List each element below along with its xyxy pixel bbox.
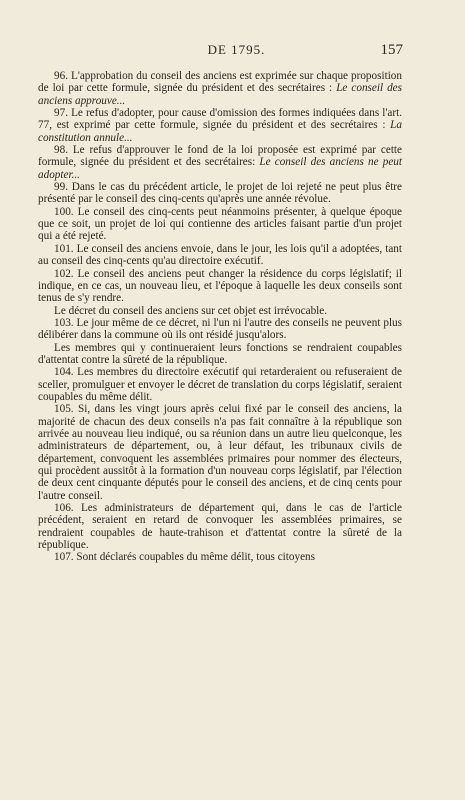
article-100: 100. Le conseil des cinq-cents peut néanmoins présenter, à quelque époque que ce soit, un projet de loi qui contienne des articles faisant partie d'un projet qui a été rejeté. — [38, 205, 402, 243]
article-105: 105. Si, dans les vingt jours après celui fixé par le conseil des anciens, la majorité de chacun des deux conseils n'a pas fait connaître à la république son arrivée au nouveau lieu indiqué, ou sa réunion dans un autre lieu quelconque, les administrateurs de département, ou, à leur défaut, les tribunaux civils de département, convoquent les assemblées primaires pour nommer des électeurs, qui procèdent aussitôt à la formation d'un nouveau corps législatif, par l'élection de deux cent cinquante députés pour le conseil des anciens, et de cinq cents pour l'autre conseil. — [38, 403, 402, 502]
page-body — [38, 70, 402, 564]
article-98: 98. Le refus d'approuver le fond de la loi proposée est exprimé par cette formule, signée du président et des secrétaires: Le conseil des anciens ne peut adopter... — [38, 144, 402, 181]
page-number: 157 — [380, 42, 403, 58]
article-97: 97. Le refus d'adopter, pour cause d'omission des formes indiquées dans l'art. 77, est exprimé par cette formule, signée du président et des secrétaires : La constitution annule... — [38, 107, 402, 144]
running-header — [70, 42, 403, 64]
article-106: 106. Les administrateurs de département qui, dans le cas de l'article précédent, seraient en retard de convoquer les assemblées primaires, se rendraient coupables de haute-trahison et d'attentat contre la sûreté de la république. — [38, 502, 402, 552]
article-107: 107. Sont déclarés coupables du même délit, tous citoyens — [54, 551, 315, 564]
article-101: 101. Le conseil des anciens envoie, dans le jour, les lois qu'il a adoptées, tant au conseil des cinq-cents qu'au directoire exécutif. — [38, 242, 402, 268]
article-102-continued: Le décret du conseil des anciens sur cet objet est irrévocable. — [54, 304, 328, 317]
article-104: 104. Les membres du directoire exécutif qui retarderaient ou refuseraient de sceller, promulguer et envoyer le décret de translation du corps législatif, seraient coupables du même délit. — [38, 366, 402, 403]
article-96: 96. L'approbation du conseil des anciens est exprimée sur chaque proposition de loi par cette formule, signée du président et des secrétaires : Le conseil des anciens approuve... — [38, 70, 402, 107]
running-title: DE 1795. — [207, 42, 266, 57]
article-103: 103. Le jour même de ce décret, ni l'un ni l'autre des conseils ne peuvent plus délibérer dans la commune où ils ont résidé jusqu'alors. — [38, 316, 402, 342]
article-102: 102. Le conseil des anciens peut changer la résidence du corps législatif; il indique, en ce cas, un nouveau lieu, et l'époque à laquelle les deux conseils sont tenus de s'y rendre. — [38, 267, 402, 305]
article-99: 99. Dans le cas du précédent article, le projet de loi rejeté ne peut plus être présenté par le conseil des cinq-cents qu'après une année révolue. — [38, 181, 402, 206]
article-103-continued: Les membres qui y continueraient leurs fonctions se rendraient coupables d'attentat contre la sûreté de la république. — [38, 341, 402, 366]
